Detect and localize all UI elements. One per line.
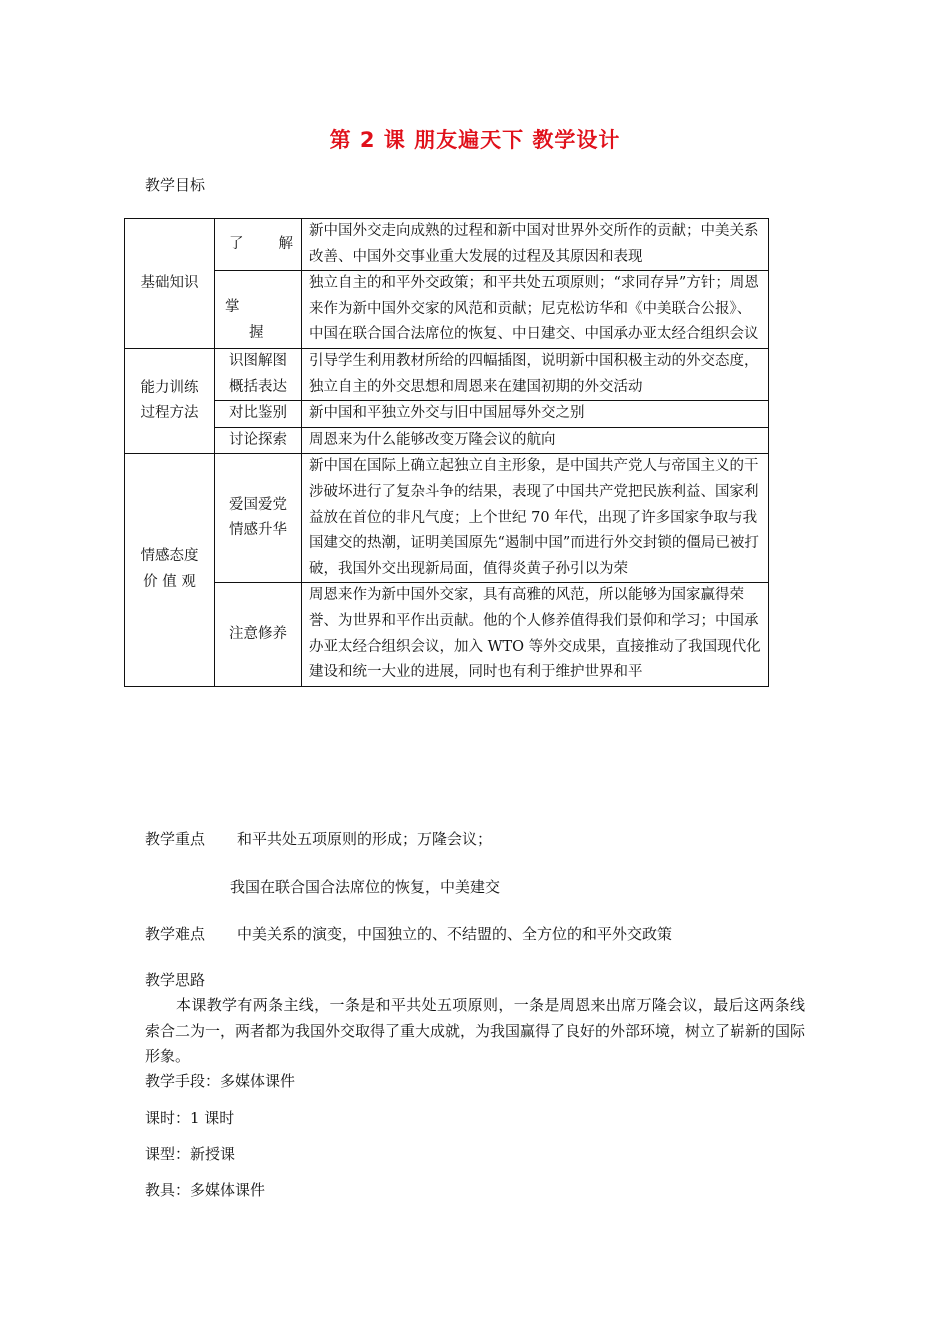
- key-points-label: 教学重点: [145, 830, 206, 848]
- table-row: [125, 271, 769, 349]
- table-row: [125, 454, 769, 583]
- sub-label-char: 掌: [225, 299, 240, 316]
- content-compare: 新中国和平独立外交与旧中国屈辱外交之别: [302, 401, 769, 428]
- table-row: [125, 401, 769, 428]
- sub-label-discuss: 讨论探索: [215, 427, 302, 454]
- category-ability: [125, 348, 215, 453]
- sub-label-patriotism: [215, 454, 302, 583]
- sub-label-figure: [215, 348, 302, 400]
- content-figure: 引导学生利用教材所给的四幅插图，说明新中国积极主动的外交态度，独立自主的外交思想和周恩来在建国初期的外交活动: [302, 348, 769, 400]
- content-understand: 新中国外交走向成熟的过程和新中国对世界外交所作的贡献；中美关系改善、中国外交事业重大发展的过程及其原因和表现: [302, 219, 769, 271]
- sub-label-cultivation: 注意修养: [215, 583, 302, 686]
- page-title: 第 2 课 朋友遍天下 教学设计: [329, 128, 621, 152]
- content-master: 独立自主的和平外交政策；和平共处五项原则；“求同存异”方针；周恩来作为新中国外交家的风范和贡献；尼克松访华和《中美联合公报》、 中国在联合国合法席位的恢复、中日建交、中国承办亚太经合组织会议: [302, 271, 769, 349]
- lesson-type: 课型：新授课: [145, 1145, 236, 1163]
- table-row: [125, 348, 769, 400]
- sub-label-line: 概括表达: [229, 378, 287, 395]
- sub-label-char: 了: [229, 236, 244, 252]
- objectives-table: [124, 218, 769, 687]
- category-line: 价 值 观: [143, 574, 196, 591]
- table-row: [125, 219, 769, 271]
- sub-label-char: 握: [249, 324, 264, 341]
- table-row: [125, 583, 769, 686]
- difficult-points-value: 中美关系的演变，中国独立的、不结盟的、全方位的和平外交政策: [237, 925, 673, 943]
- sub-label-char: 解: [278, 236, 293, 252]
- category-line: 能力训练: [140, 379, 199, 396]
- sub-label-line: 爱国爱党: [229, 496, 287, 513]
- category-line: 过程方法: [140, 405, 199, 422]
- objectives-label: 教学目标: [145, 176, 206, 194]
- sub-label-compare: 对比鉴别: [215, 401, 302, 428]
- difficult-points-label: 教学难点: [145, 925, 206, 943]
- sub-label-line: 情感升华: [229, 522, 287, 539]
- approach-text: 本课教学有两条主线，一条是和平共处五项原则，一条是周恩来出席万隆会议，最后这两条线索合二为一，两者都为我国外交取得了重大成就，为我国赢得了良好的外部环境，树立了崭新的国际形象。: [145, 996, 806, 1065]
- content-patriotism: 新中国在国际上确立起独立自主形象，是中国共产党人与帝国主义的干涉破坏进行了复杂斗争的结果，表现了中国共产党把民族利益、国家利益放在首位的非凡气度；上个世纪 70 年代，出现了许多国家争取与我国建交的热潮，证明美国原先“遏制中国”而进行外交封锁的僵局已被打破，我国外交出现新局面，值得炎黄子孙引以为荣: [302, 454, 769, 583]
- teaching-means: 教学手段：多媒体课件: [145, 1072, 296, 1090]
- class-hours: 课时：1 课时: [145, 1109, 235, 1127]
- sub-label-understand: [215, 219, 302, 271]
- category-line: 情感态度: [140, 548, 199, 565]
- approach-label: 教学思路: [145, 971, 206, 989]
- content-discuss: 周恩来为什么能够改变万隆会议的航向: [302, 427, 769, 454]
- key-points-line2: 我国在联合国合法席位的恢复，中美建交: [230, 878, 501, 896]
- teaching-tools: 教具：多媒体课件: [145, 1181, 266, 1199]
- key-points-line1: 和平共处五项原则的形成；万隆会议；: [237, 830, 493, 848]
- table-row: [125, 427, 769, 454]
- category-knowledge: 基础知识: [125, 219, 215, 349]
- category-emotion: [125, 454, 215, 686]
- sub-label-master: [215, 271, 302, 349]
- sub-label-line: 识图解图: [229, 352, 287, 369]
- content-cultivation: 周恩来作为新中国外交家，具有高雅的风范，所以能够为国家赢得荣誉、为世界和平作出贡献。他的个人修养值得我们景仰和学习；中国承办亚太经合组织会议，加入 WTO 等外交成果，直接推动了我国现代化建设和统一大业的进展，同时也有利于维护世界和平: [302, 583, 769, 686]
